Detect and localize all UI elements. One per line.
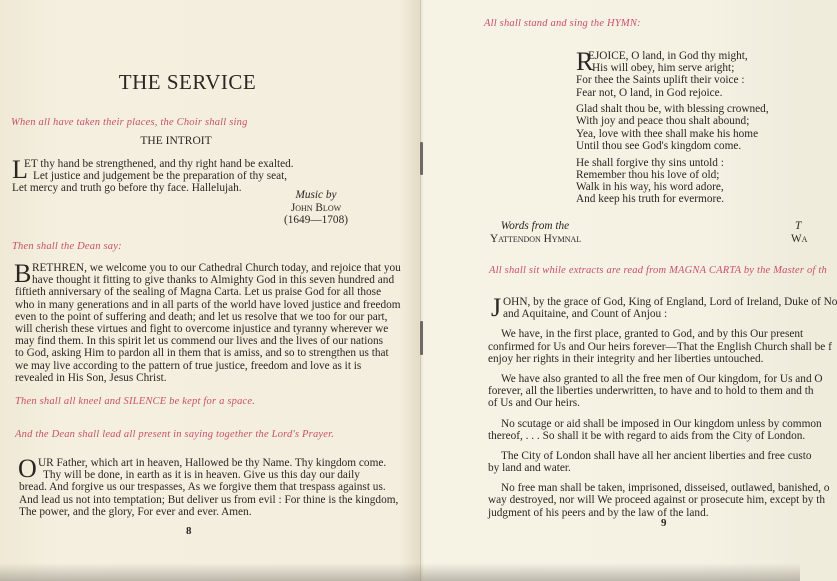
lords-prayer	[18, 454, 399, 518]
staple	[420, 321, 423, 355]
composer-dates: (1649—1708)	[283, 214, 348, 226]
text-line: UR Father, which art in heaven, Hallowed be thy Name. Thy kingdom come.	[38, 457, 387, 469]
magna-carta-paragraph	[491, 293, 837, 322]
page-title: THE SERVICE	[118, 70, 257, 94]
text-line: confirmed for Us and Our heirs forever—That the English Church shall be f	[488, 340, 832, 353]
page-number: 8	[186, 525, 192, 537]
text-line: revealed in His Son, Jesus Christ.	[15, 371, 167, 384]
text-line: RETHREN, we welcome you to our Cathedral Church today, and rejoice that you	[32, 262, 401, 274]
text-line: The City of London shall have all her ancient liberties and free custo	[501, 449, 812, 462]
text-line: judgment of his peers and by the law of the land.	[488, 506, 709, 519]
hymn	[576, 47, 796, 210]
text-line: bread. And forgive us our trespasses, As we forgive them that trespass against us.	[19, 481, 386, 494]
hymn-stanza	[576, 47, 796, 99]
hymn-stanza	[576, 157, 796, 206]
text-line: may find them. In this spirit let us commend our lives and the lives of our nations	[15, 335, 384, 348]
text-line: way destroyed, nor will We proceed against or prosecute him, except by th	[488, 494, 826, 507]
introit-heading: THE INTROIT	[140, 135, 212, 147]
text-line: by land and water.	[488, 462, 571, 475]
magna-carta-rubric: All shall sit while extracts are read from MAGNA CARTA by the Master of th	[489, 265, 827, 276]
magna-carta-paragraph	[488, 482, 830, 519]
text-line: EJOICE, O land, in God thy might,	[588, 50, 748, 62]
text-line: and Aquitaine, and Count of Anjou :	[503, 308, 668, 321]
text-line: His will obey, him serve aright;	[592, 62, 735, 75]
text-line: Thy will be done, in earth as it is in heaven. Give us this day our daily	[43, 469, 360, 482]
text-line: who in many generations and in all parts of the world have loved justice and freedom	[15, 298, 401, 311]
text-line: Let mercy and truth go before thy face. Hallelujah.	[12, 182, 242, 195]
text-line: OHN, by the grace of God, King of England, Lord of Ireland, Duke of No	[503, 296, 837, 308]
drop-cap: B	[14, 259, 32, 288]
text-line: we may live according to the pattern of true justice, freedom and love as it is	[15, 359, 362, 372]
text-line: Glad shalt thou be, with blessing crowned,	[576, 103, 769, 116]
staple	[420, 142, 423, 175]
text-line: With joy and peace thou shalt abound;	[576, 115, 750, 128]
magna-carta-extracts	[488, 293, 837, 527]
composer-name: John Blow	[290, 201, 342, 214]
dean-rubric: Then shall the Dean say:	[12, 241, 122, 252]
magna-carta-paragraph	[488, 373, 821, 410]
drop-cap: R	[576, 47, 594, 76]
text-line: He shall forgive thy sins untold :	[576, 156, 724, 169]
hymn-stanza	[576, 103, 796, 152]
magna-carta-paragraph	[488, 418, 821, 442]
music-credit	[280, 189, 352, 227]
text-line: Yea, love with thee shall make his home	[576, 127, 759, 140]
text-line: fiftieth anniversary of the sealing of Magna Carta. Let us praise God for all those	[15, 286, 382, 299]
text-line: And keep his truth for evermore.	[576, 193, 725, 206]
hymn-rubric: All shall stand and sing the HYMN:	[484, 18, 641, 29]
text-line: And lead us not into temptation; But deliver us from evil : For thine is the kingdom,	[19, 493, 399, 506]
credit-label: Words from the	[500, 220, 570, 232]
page-number: 9	[661, 517, 667, 529]
credit-label: Music by	[295, 189, 337, 201]
hymnal-name: Yattendon Hymnal	[490, 232, 582, 245]
text-line: Until thou see God's kingdom come.	[576, 139, 742, 152]
prayer-rubric: And the Dean shall lead all present in saying together the Lord's Prayer.	[15, 429, 335, 440]
drop-cap: L	[12, 155, 28, 184]
drop-cap: O	[18, 454, 37, 483]
words-credit	[490, 220, 580, 245]
text-line: No free man shall be taken, imprisoned, disseised, outlawed, banished, o	[501, 482, 830, 495]
silence-rubric: Then shall all kneel and SILENCE be kept for a space.	[15, 396, 256, 407]
drop-cap: J	[491, 293, 502, 322]
text-line: have thought it fitting to give thanks to Almighty God in this seven hundred and	[32, 274, 395, 287]
magna-carta-paragraph	[488, 450, 821, 474]
text-line: Remember thou his love of old;	[576, 168, 720, 181]
welcome-paragraph	[14, 259, 401, 384]
credit-label: T	[795, 220, 802, 232]
text-line: to God, asking Him to pardon all in them that is amiss, and so to strengthen us that	[15, 347, 389, 360]
text-line: Fear not, O land, in God rejoice.	[576, 86, 723, 99]
text-line: No scutage or aid shall be imposed in Our kingdom unless by common	[501, 417, 822, 430]
choir-rubric: When all have taken their places, the Choir shall sing	[11, 117, 248, 128]
text-line: We have, in the first place, granted to God, and by this Our present	[501, 328, 804, 341]
page-bottom-shadow	[0, 563, 800, 581]
text-line: of Us and Our heirs.	[488, 397, 580, 410]
text-line: enjoy her rights in their integrity and her liberties untouched.	[488, 352, 764, 365]
book-spine	[420, 0, 421, 581]
text-line: will cherish these virtues and fight to overcome injustice and tyranny wherever we	[15, 322, 389, 335]
composer-name: Wa	[791, 232, 808, 245]
text-line: For thee the Saints uplift their voice :	[576, 74, 745, 87]
text-line: Let justice and judgement be the preparation of thy seat,	[33, 170, 288, 183]
text-line: even to the point of suffering and death; and let us resolve that we too for our part,	[15, 310, 388, 323]
text-line: We have also granted to all the free men of Our kingdom, for Us and O	[501, 372, 823, 385]
text-line: thereof, . . . So shall it be with regard to aids from the City of London.	[488, 429, 806, 442]
music-credit-cut	[791, 220, 807, 245]
magna-carta-paragraph	[488, 328, 832, 365]
text-line: Walk in his way, his word adore,	[576, 180, 724, 193]
text-line: The power, and the glory, For ever and ever. Amen.	[19, 505, 252, 518]
text-line: ET thy hand be strengthened, and thy right hand be exalted.	[24, 158, 294, 170]
text-line: forever, all the liberties underwritten, to have and to hold to them and th	[488, 385, 814, 398]
